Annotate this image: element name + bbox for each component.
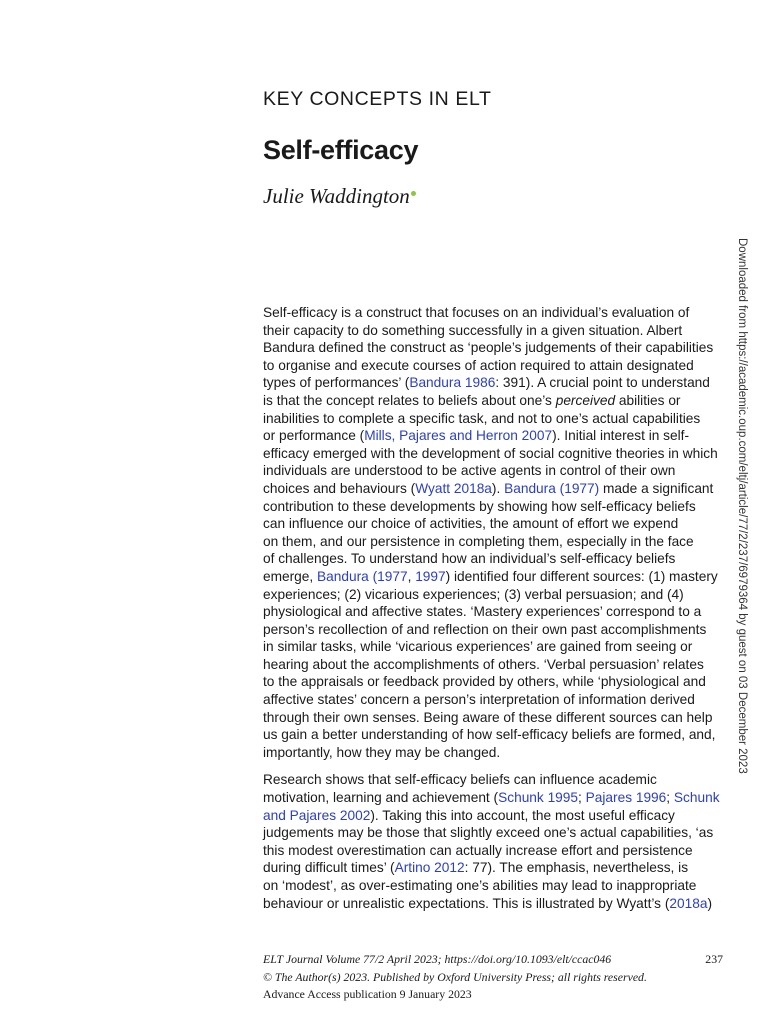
- text-line: contribution to these developments by showing how self-efficacy beliefs: [263, 498, 696, 514]
- text-line: individuals are understood to be active agents in control of their own: [263, 463, 676, 479]
- citation-link[interactable]: Wyatt 2018a: [415, 480, 492, 496]
- text-line: through their own senses. Being aware of these different sources can help: [263, 709, 713, 725]
- citation-link[interactable]: Pajares 1996: [585, 790, 667, 806]
- download-note: Downloaded from https://academic.oup.com/eltj/article/77/2/237/6979364 by guest on 03 December 2023: [736, 238, 748, 774]
- citation-link[interactable]: Bandura (1977): [504, 480, 600, 496]
- text-line: behaviour or unrealistic expectations. This is illustrated by Wyatt’s (2018a): [263, 895, 712, 911]
- page-number: 237: [705, 952, 723, 966]
- text-line: on ‘modest’, as over-estimating one’s abilities may lead to inappropriate: [263, 878, 697, 893]
- text-line: choices and behaviours (Wyatt 2018a). Bandura (1977) made a significant: [263, 480, 714, 496]
- paragraph-1: [263, 304, 722, 761]
- series-heading: KEY CONCEPTS IN ELT: [263, 88, 492, 110]
- text-line: and Pajares 2002). Taking this into account, the most useful efficacy: [263, 807, 675, 823]
- journal-citation: ELT Journal Volume 77/2 April 2023; https://doi.org/10.1093/elt/ccac046: [263, 952, 612, 966]
- author-name: Julie Waddington: [263, 184, 410, 208]
- citation-link[interactable]: Mills, Pajares and Herron 2007: [364, 428, 553, 444]
- citation-link[interactable]: Artino 2012: [394, 860, 465, 876]
- paragraph-2: [263, 771, 722, 912]
- text-line: hearing about the accomplishments of others. ‘Verbal persuasion’ relates: [263, 656, 704, 672]
- text-line: is that the concept relates to beliefs about one’s perceived abilities or: [263, 392, 681, 408]
- text-line: or performance (Mills, Pajares and Herron 2007). Initial interest in self-: [263, 428, 690, 444]
- text-line: affective states’ concern a person’s interpretation of information derived: [263, 692, 695, 708]
- journal-line-row: [263, 951, 723, 969]
- article-title: Self-efficacy: [263, 135, 419, 165]
- text-line: during difficult times’ (Artino 2012: 77). The emphasis, nevertheless, is: [263, 860, 689, 876]
- citation-link[interactable]: Bandura 1986: [409, 375, 496, 391]
- text-line: in similar tasks, while ‘vicarious experiences’ are gained from seeing or: [263, 639, 693, 655]
- text-line: Self-efficacy is a construct that focuses on an individual’s evaluation of: [263, 305, 690, 320]
- text-line: this modest overestimation can actually increase effort and persistence: [263, 842, 693, 858]
- text-line: on them, and our persistence in completing them, especially in the face: [263, 533, 694, 549]
- page-footer: [263, 951, 723, 1004]
- citation-link[interactable]: 2018a: [669, 895, 708, 911]
- text-line: inabilities to complete a specific task, and not to one’s actual capabilities: [263, 410, 701, 426]
- article-body: [263, 304, 722, 922]
- author-line: [263, 184, 416, 209]
- text-line: types of performances’ (Bandura 1986: 391). A crucial point to understand: [263, 375, 710, 391]
- text-line: can influence our choice of activities, the amount of effort we expend: [263, 516, 679, 532]
- text-line: person’s recollection of and reflection on their own past accomplishments: [263, 621, 707, 637]
- text-line: judgements may be those that slightly exceed one’s actual capabilities, ‘as: [263, 825, 714, 841]
- text-line: of challenges. To understand how an individual’s self-efficacy beliefs: [263, 551, 676, 567]
- text-line: motivation, learning and achievement (Schunk 1995; Pajares 1996; Schunk: [263, 790, 720, 806]
- text-line: their capacity to do something successfully in a given situation. Albert: [263, 322, 683, 338]
- access-note: Advance Access publication 9 January 2023: [263, 987, 472, 1001]
- citation-link[interactable]: Schunk: [673, 790, 720, 806]
- citation-link[interactable]: Schunk 1995: [498, 790, 579, 806]
- text-line: Bandura defined the construct as ‘people’s judgements of their capabilities: [263, 340, 714, 356]
- text-line: us gain a better understanding of how self-efficacy beliefs are formed, and,: [263, 727, 716, 743]
- citation-link[interactable]: 1997: [415, 568, 446, 584]
- text-line: to organise and execute courses of action required to attain designated: [263, 357, 694, 373]
- orcid-icon[interactable]: [411, 191, 416, 196]
- text-line: experiences; (2) vicarious experiences; (3) verbal persuasion; and (4): [263, 586, 684, 602]
- emphasis: perceived: [555, 392, 616, 408]
- text-line: importantly, how they may be changed.: [263, 744, 501, 760]
- text-line: emerge, Bandura (1977, 1997) identified four different sources: (1) mastery: [263, 568, 718, 584]
- text-line: to the appraisals or feedback provided by others, while ‘physiological and: [263, 674, 706, 690]
- copyright-notice: © The Author(s) 2023. Published by Oxford University Press; all rights reserved.: [263, 969, 647, 984]
- citation-link[interactable]: Bandura (1977: [317, 568, 408, 584]
- text-line: Research shows that self-efficacy beliefs can influence academic: [263, 772, 657, 788]
- text-line: physiological and affective states. ‘Mastery experiences’ correspond to a: [263, 604, 702, 620]
- citation-link[interactable]: and Pajares 2002: [263, 807, 371, 823]
- text-line: efficacy emerged with the development of social cognitive theories in which: [263, 445, 718, 461]
